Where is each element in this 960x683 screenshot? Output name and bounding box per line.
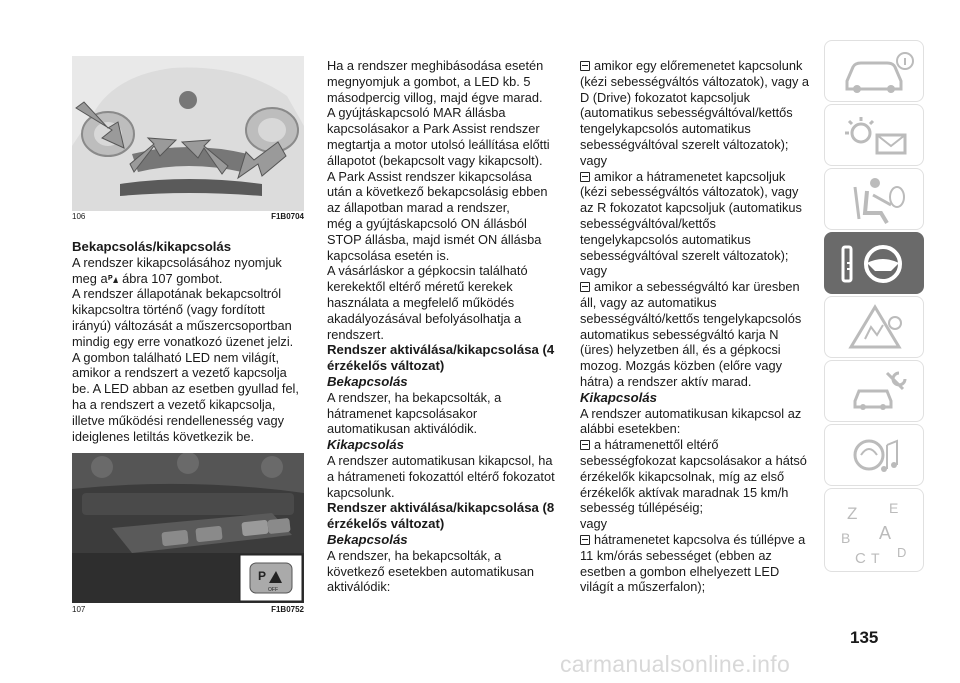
- text-run: ábra 107 gombot.: [122, 270, 223, 286]
- bullet-icon: [580, 61, 590, 71]
- bullet-icon: [580, 172, 590, 182]
- section-heading: Rendszer aktiválása/kikapcsolása (8 érzékelős változat): [327, 500, 555, 532]
- figure-code: F1B0704: [271, 212, 304, 221]
- bullet-item: [580, 58, 812, 153]
- paragraph: A rendszer állapotának bekapcsoltról kikapcsoltra történő (vagy fordított irányú) változását a műszercsoportban mindig egy erre vonatkozó üzenet jelzi.: [72, 286, 294, 349]
- bullet-text: a hátramenettől eltérő sebességfokozat kapcsolásakor a hátsó érzékelők kikapcsolnak, míg az első érzékelők aktívak maradnak 15 km/h sebesség túllépéséig;: [580, 437, 807, 516]
- sub-heading: Kikapcsolás: [327, 437, 404, 453]
- paragraph: A vásárláskor a gépkocsin található kerekektől eltérő méretű kerekek használata a megfelelő működés akadályozásával befolyásolhatja a rendszert.: [327, 263, 528, 342]
- index-letter: C: [855, 550, 866, 567]
- bullet-text: hátramenetet kapcsolva és túllépve a 11 km/órás sebességet (ebben az esetben a gombon elhelyezett LED világít a műszerfalon);: [580, 531, 806, 595]
- car-info-icon: [825, 41, 925, 103]
- paragraph: [72, 255, 304, 287]
- index-letter: D: [897, 545, 907, 560]
- bullet-icon: [580, 282, 590, 292]
- sub-heading: Kikapcsolás: [580, 389, 657, 405]
- section-heading: Rendszer aktiválása/kikapcsolása (4 érzékelős változat): [327, 342, 555, 374]
- paragraph: A gombon található LED nem világít, amikor a rendszert a vezető kapcsolja be. A LED abban az esetben gyullad fel, ha a rendszert a vezető kikapcsolja, illetve működési rendellenesség vagy ideiglenes letiltás következik be.: [72, 349, 299, 444]
- paragraph: még a gyújtáskapcsoló ON állásból STOP állásba, majd ismét ON állásba kapcsolása esetén is.: [327, 215, 542, 263]
- off-label: OFF: [268, 587, 278, 593]
- svg-text:P: P: [107, 274, 113, 282]
- page-number: 135: [850, 628, 879, 647]
- paragraph: A rendszer, ha bekapcsolták, a hátramenet kapcsolásakor automatikusan aktiválódik.: [327, 389, 502, 437]
- text-run: meg a: [72, 270, 108, 286]
- paragraph: A rendszer automatikusan kikapcsol az alábbi esetekben:: [580, 405, 802, 437]
- tab-alphabet-index[interactable]: [824, 488, 924, 572]
- bullet-item: [580, 437, 812, 516]
- tab-key-steering-wheel[interactable]: [824, 232, 924, 294]
- column-1-text: [72, 239, 304, 444]
- tab-warning-triangle[interactable]: [824, 296, 924, 358]
- bullet-icon: [580, 535, 590, 545]
- index-letter: B: [841, 530, 851, 546]
- tab-warning-lights[interactable]: [824, 104, 924, 166]
- bullet-text: amikor egy előremenetet kapcsolunk (kézi sebességváltós változatok), vagy a D (Drive) fokozatot kapcsoljuk (automatikus sebességváltóval/kettős tengelykapcsolós automatikus sebességváltóval szerelt változatok);: [580, 58, 810, 152]
- index-letter: A: [879, 523, 892, 543]
- figure-number: 107: [72, 605, 86, 614]
- sub-heading: Bekapcsolás: [327, 531, 408, 547]
- bullet-item: [580, 532, 812, 595]
- connector-text: vagy: [580, 152, 608, 168]
- figure-106-car-front: [72, 56, 304, 211]
- paragraph: Ha a rendszer meghibásodása esetén megnyomjuk a gombot, a LED kb. 5 másodpercig villog, majd égve marad.: [327, 58, 544, 105]
- sub-heading: Bekapcsolás: [327, 373, 408, 389]
- bullet-item: [580, 169, 812, 264]
- paragraph: A Park Assist rendszer kikapcsolása után a következő bekapcsolásig ebben az állapotban marad a rendszer,: [327, 168, 548, 216]
- key-steering-wheel-icon: [825, 233, 925, 295]
- bullet-icon: [580, 440, 590, 450]
- seat-airbag-icon: [825, 169, 925, 231]
- connector-text: vagy: [580, 516, 608, 532]
- column-3-text: [580, 58, 812, 595]
- section-heading: Bekapcsolás/kikapcsolás: [72, 239, 232, 254]
- tab-music-nav[interactable]: [824, 424, 924, 486]
- paragraph: A rendszer automatikusan kikapcsol, ha a hátrameneti fokozattól eltérő fokozatot kapcsolunk.: [327, 452, 555, 500]
- wrench-car-icon: [825, 361, 925, 423]
- paragraph: A rendszer, ha bekapcsolták, a következő esetekben automatikusan aktiválódik:: [327, 547, 535, 595]
- watermark: carmanualsonline.info: [560, 651, 791, 677]
- column-2-text: [327, 58, 559, 595]
- music-nav-icon: [825, 425, 925, 487]
- index-letter: E: [889, 500, 899, 516]
- index-letter: Z: [847, 504, 858, 523]
- warning-triangle-icon: [825, 297, 925, 359]
- alphabet-index-icon: [825, 489, 925, 573]
- park-assist-icon: [108, 273, 119, 284]
- tab-seat-airbag[interactable]: [824, 168, 924, 230]
- text-run: A rendszer kikapcsolásához nyomjuk: [72, 254, 282, 270]
- connector-text: vagy: [580, 263, 608, 279]
- svg-text:P: P: [258, 569, 267, 583]
- tab-car-info[interactable]: [824, 40, 924, 102]
- paragraph: A gyújtáskapcsoló MAR állásba kapcsolásakor a Park Assist rendszer megtartja a motor utolsó leállítása előtti állapotot (bekapcsolt vagy kikapcsolt).: [327, 105, 550, 168]
- figure-number: 106: [72, 212, 86, 221]
- tab-wrench-car[interactable]: [824, 360, 924, 422]
- figure-107-dashboard-buttons: [72, 453, 304, 603]
- index-letter: T: [871, 550, 880, 566]
- warning-lights-icon: [825, 105, 925, 167]
- bullet-item: [580, 279, 812, 390]
- bullet-text: amikor a hátramenetet kapcsoljuk (kézi sebességváltós változatok), vagy az R fokozatot kapcsoljuk (automatikus sebességváltóval/kettős tengelykapcsolós automatikus sebességváltóval szerelt változatok);: [580, 168, 802, 263]
- bullet-text: amikor a sebességváltó kar üresben áll, vagy az automatikus sebességváltó/kettős tengelykapcsolós automatikus sebességváltó karja N (üres) helyzetben áll, és a gépkocsi mozog. Mozgás közben (előre vagy hátra) a rendszer aktív marad.: [580, 279, 802, 389]
- figure-code: F1B0752: [271, 605, 304, 614]
